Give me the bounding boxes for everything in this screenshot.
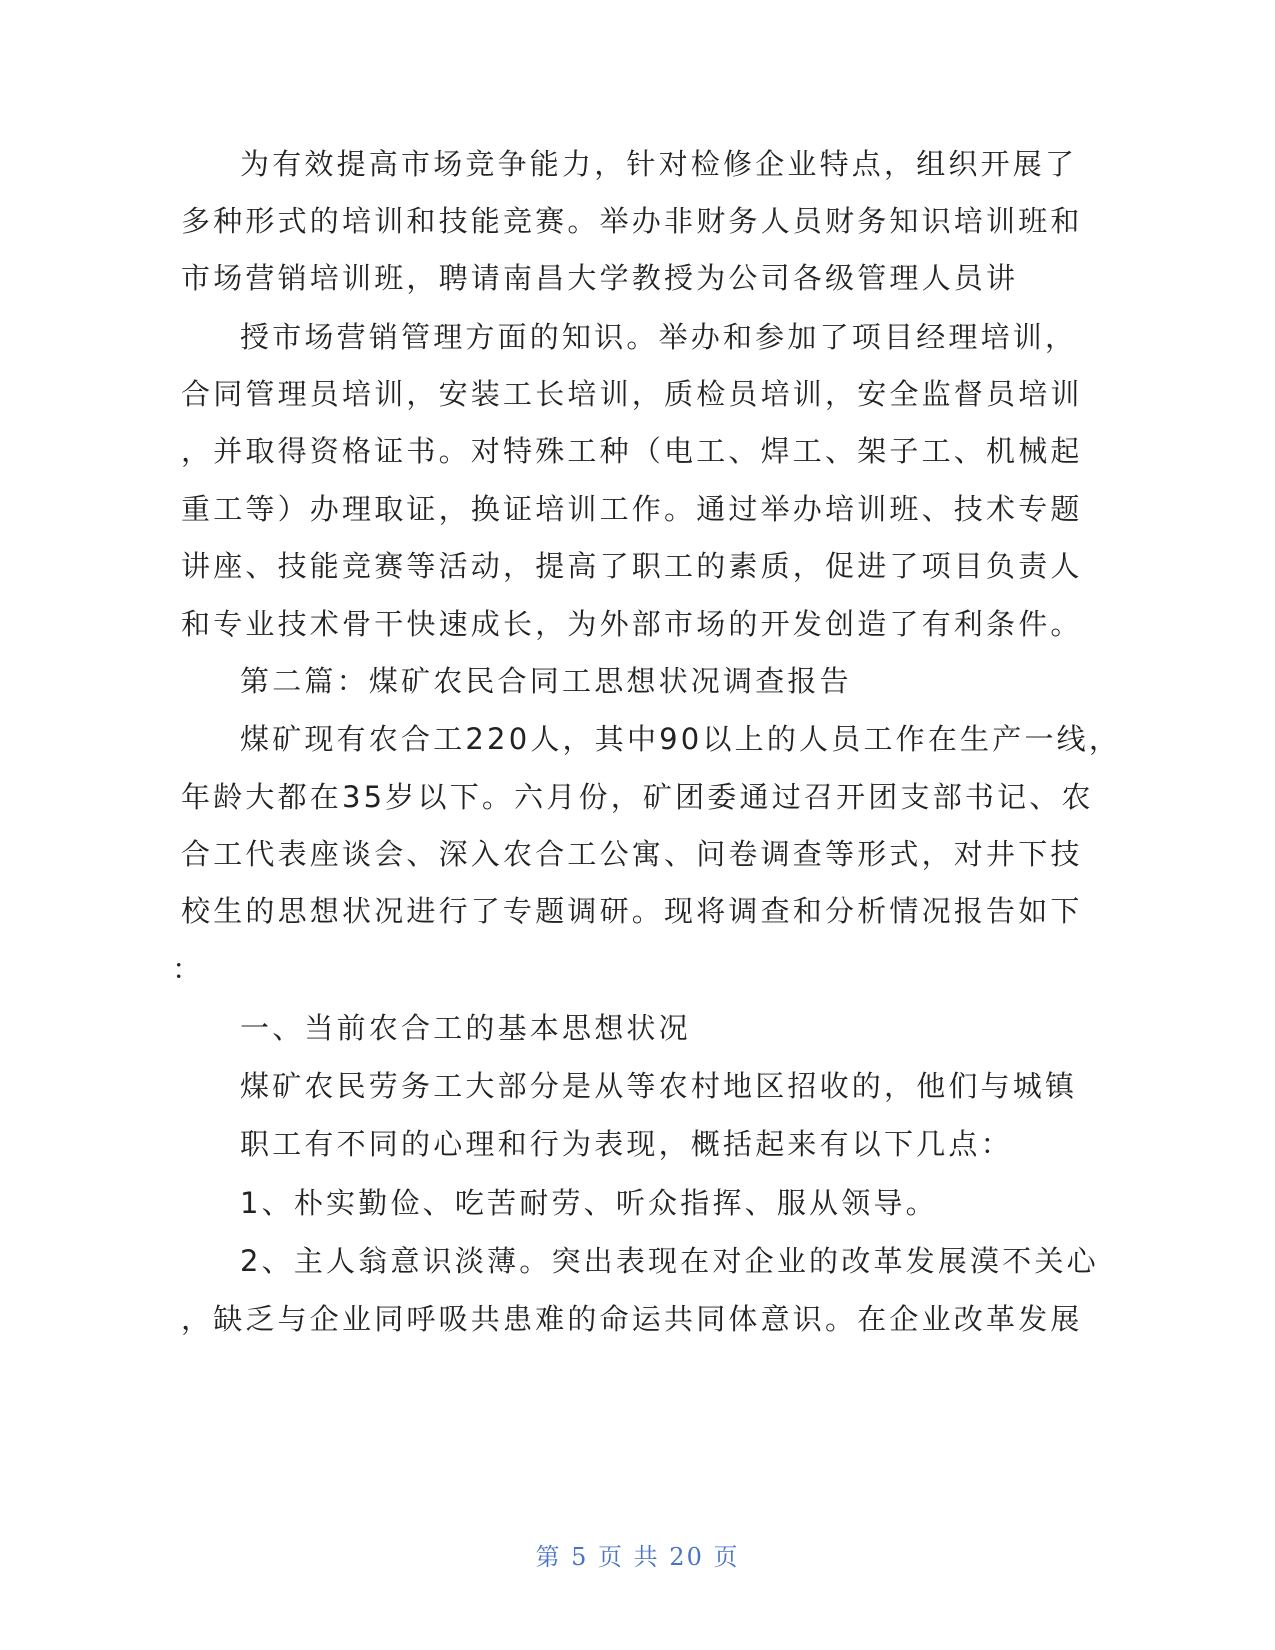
text-line-15: ： [172,952,205,986]
text-line-6: ，并取得资格证书。对特殊工种（电工、焊工、架子工、机械起 [181,434,1083,468]
text-line-14: 校生的思想状况进行了专题调研。现将调查和分析情况报告如下 [181,894,1083,928]
text-line-18: 职工有不同的心理和行为表现，概括起来有以下几点： [240,1127,1013,1161]
text-line-12: 年龄大都在35岁以下。六月份，矿团委通过召开团支部书记、农 [181,780,1094,814]
text-line-21: ，缺乏与企业同呼吸共患难的命运共同体意识。在企业改革发展 [181,1302,1083,1336]
text-line-13: 合工代表座谈会、深入农合工公寓、问卷调查等形式，对井下技 [181,837,1083,871]
list-item-2: 2、主人翁意识淡薄。突出表现在对企业的改革发展漠不关心 [240,1244,1099,1278]
text-line-1: 为有效提高市场竞争能力，针对检修企业特点，组织开展了 [240,147,1078,181]
page-number-footer: 第 5 页 共 20 页 [535,1543,740,1571]
text-line-11: 煤矿现有农合工220人，其中90以上的人员工作在生产一线， [240,722,1122,756]
text-line-5: 合同管理员培训，安装工长培训，质检员培训，安全监督员培训 [181,377,1083,411]
text-line-8: 讲座、技能竞赛等活动，提高了职工的素质，促进了项目负责人 [181,549,1083,583]
text-line-3: 市场营销培训班，聘请南昌大学教授为公司各级管理人员讲 [181,261,1019,295]
list-item-1: 1、朴实勤俭、吃苦耐劳、听众指挥、服从领导。 [240,1186,938,1220]
text-line-2: 多种形式的培训和技能竞赛。举办非财务人员财务知识培训班和 [181,204,1083,238]
text-line-4: 授市场营销管理方面的知识。举办和参加了项目经理培训， [240,320,1078,354]
subsection-heading: 一、当前农合工的基本思想状况 [240,1011,691,1045]
text-line-17: 煤矿农民劳务工大部分是从等农村地区招收的，他们与城镇 [240,1069,1078,1103]
section-heading: 第二篇：煤矿农民合同工思想状况调查报告 [240,664,852,698]
text-line-9: 和专业技术骨干快速成长，为外部市场的开发创造了有利条件。 [181,607,1083,641]
text-line-7: 重工等）办理取证，换证培训工作。通过举办培训班、技术专题 [181,492,1083,526]
